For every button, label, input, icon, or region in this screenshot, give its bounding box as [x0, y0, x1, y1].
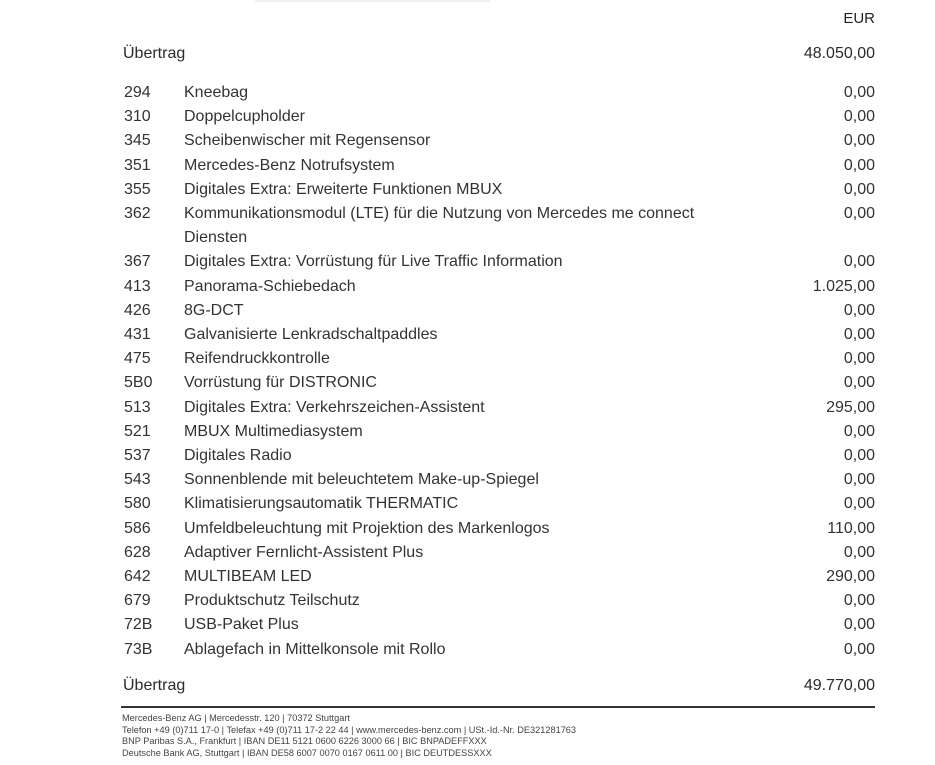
option-price: 1.025,00 — [812, 277, 875, 295]
option-price: 0,00 — [843, 108, 875, 126]
option-row — [124, 323, 875, 347]
option-description: Kneebag — [184, 84, 249, 101]
option-price: 0,00 — [843, 374, 875, 392]
option-description: Panorama-Schiebedach — [184, 277, 356, 295]
option-description: Reifendruckkontrolle — [184, 350, 330, 368]
option-code: 426 — [124, 301, 151, 319]
option-code: 72B — [124, 616, 153, 634]
footer-line-bank-bnp: BNP Paribas S.A., Frankfurt | IBAN DE11 5121 0600 6226 3000 66 | BIC BNPADEFFXXX — [122, 736, 487, 746]
option-code: 431 — [124, 326, 151, 344]
option-code: 413 — [124, 277, 151, 295]
option-description: Umfeldbeleuchtung mit Projektion des Markenlogos — [184, 519, 550, 537]
footer-line-contact: Telefon +49 (0)711 17-0 | Telefax +49 (0)711 17-2 22 44 | www.mercedes-benz.com | USt.-Id.-Nr. DE321281763 — [122, 724, 577, 735]
scan-artifact — [255, 0, 490, 2]
option-row — [124, 202, 875, 250]
option-code: 537 — [124, 447, 151, 465]
option-price: 295,00 — [826, 398, 875, 416]
option-row — [124, 517, 875, 541]
option-description: MBUX Multimediasystem — [184, 422, 363, 440]
option-description: Sonnenblende mit beleuchtetem Make-up-Spiegel — [184, 471, 539, 489]
option-code: 475 — [124, 350, 151, 368]
option-price: 0,00 — [843, 180, 875, 198]
carry-over-top — [123, 45, 875, 63]
option-code: 679 — [124, 592, 151, 610]
option-code: 628 — [124, 543, 151, 561]
option-code: 362 — [124, 205, 151, 223]
option-code: 543 — [124, 471, 151, 489]
footer-line-cut-off — [122, 759, 576, 765]
option-description: Klimatisierungsautomatik THERMATIC — [184, 495, 459, 513]
option-row — [124, 81, 875, 105]
option-price: 110,00 — [827, 519, 875, 537]
option-row — [124, 589, 875, 613]
option-code: 294 — [124, 84, 151, 101]
option-code: 513 — [124, 398, 151, 416]
option-row — [124, 299, 875, 323]
option-description: Adaptiver Fernlicht-Assistent Plus — [184, 543, 424, 561]
option-code: 367 — [124, 253, 151, 271]
option-price: 0,00 — [843, 640, 875, 658]
option-price: 0,00 — [843, 301, 875, 319]
carry-over-amount: 49.770,00 — [803, 677, 875, 694]
option-price: 0,00 — [843, 471, 875, 489]
option-row — [124, 129, 875, 153]
option-row — [124, 396, 875, 420]
option-description: MULTIBEAM LED — [184, 568, 312, 586]
option-price: 0,00 — [843, 447, 875, 465]
option-price: 0,00 — [843, 326, 875, 344]
option-description: Produktschutz Teilschutz — [184, 592, 360, 610]
option-price: 0,00 — [843, 592, 875, 610]
option-price: 0,00 — [843, 616, 875, 634]
option-price: 290,00 — [826, 568, 875, 586]
option-price: 0,00 — [843, 205, 875, 223]
option-price: 0,00 — [843, 495, 875, 513]
option-code: 355 — [124, 180, 151, 198]
footer-line-bank-deutsche: Deutsche Bank AG, Stuttgart | IBAN DE58 6007 0070 0167 0611 00 | BIC DEUTDESSXXX — [122, 747, 492, 758]
option-code: 642 — [124, 568, 151, 586]
option-code: 586 — [124, 519, 151, 537]
option-description: Digitales Radio — [184, 447, 292, 465]
carry-over-label: Übertrag — [123, 677, 186, 694]
option-description: Scheibenwischer mit Regensensor — [184, 132, 431, 150]
option-row — [124, 444, 875, 468]
option-row — [124, 347, 875, 371]
option-price: 0,00 — [843, 422, 875, 440]
option-price: 0,00 — [843, 132, 875, 150]
option-row — [124, 275, 875, 299]
currency-header: EUR — [843, 10, 875, 27]
carry-over-label: Übertrag — [123, 45, 186, 62]
option-description: Ablagefach in Mittelkonsole mit Rollo — [184, 640, 446, 658]
option-description: Mercedes-Benz Notrufsystem — [184, 156, 395, 174]
option-description: Galvanisierte Lenkradschaltpaddles — [184, 326, 438, 344]
option-row — [124, 613, 875, 637]
option-row — [124, 468, 875, 492]
option-description: Digitales Extra: Verkehrszeichen-Assistent — [184, 398, 485, 416]
option-row — [124, 638, 875, 662]
option-description: Digitales Extra: Erweiterte Funktionen MBUX — [184, 180, 503, 198]
option-price: 0,00 — [843, 543, 875, 561]
option-description: 8G-DCT — [184, 301, 244, 319]
option-list — [124, 81, 875, 662]
company-footer — [122, 713, 576, 765]
option-row — [124, 565, 875, 589]
option-description: Kommunikationsmodul (LTE) für die Nutzung von Mercedes me connect Diensten — [184, 205, 695, 247]
option-code: 5B0 — [124, 374, 153, 392]
option-description: USB-Paket Plus — [184, 616, 299, 634]
footer-divider — [121, 706, 875, 708]
option-description: Doppelcupholder — [184, 108, 305, 126]
option-code: 310 — [124, 108, 151, 126]
option-code: 580 — [124, 495, 151, 513]
option-description: Digitales Extra: Vorrüstung für Live Traffic Information — [184, 253, 563, 271]
option-row — [124, 541, 875, 565]
option-row — [124, 105, 875, 129]
footer-line-address: Mercedes-Benz AG | Mercedesstr. 120 | 70372 Stuttgart — [122, 713, 350, 723]
option-code: 345 — [124, 132, 151, 150]
option-code: 521 — [124, 422, 151, 440]
option-row — [124, 492, 875, 516]
option-price: 0,00 — [843, 350, 875, 368]
option-row — [124, 178, 875, 202]
carry-over-amount: 48.050,00 — [803, 45, 875, 62]
option-row — [124, 250, 875, 274]
option-row — [124, 420, 875, 444]
carry-over-bottom — [123, 677, 875, 695]
option-price: 0,00 — [843, 156, 875, 174]
option-row — [124, 154, 875, 178]
option-row — [124, 371, 875, 395]
option-code: 351 — [124, 156, 151, 174]
option-price: 0,00 — [843, 84, 875, 101]
option-code: 73B — [124, 640, 153, 658]
option-price: 0,00 — [843, 253, 875, 271]
option-description: Vorrüstung für DISTRONIC — [184, 374, 377, 392]
